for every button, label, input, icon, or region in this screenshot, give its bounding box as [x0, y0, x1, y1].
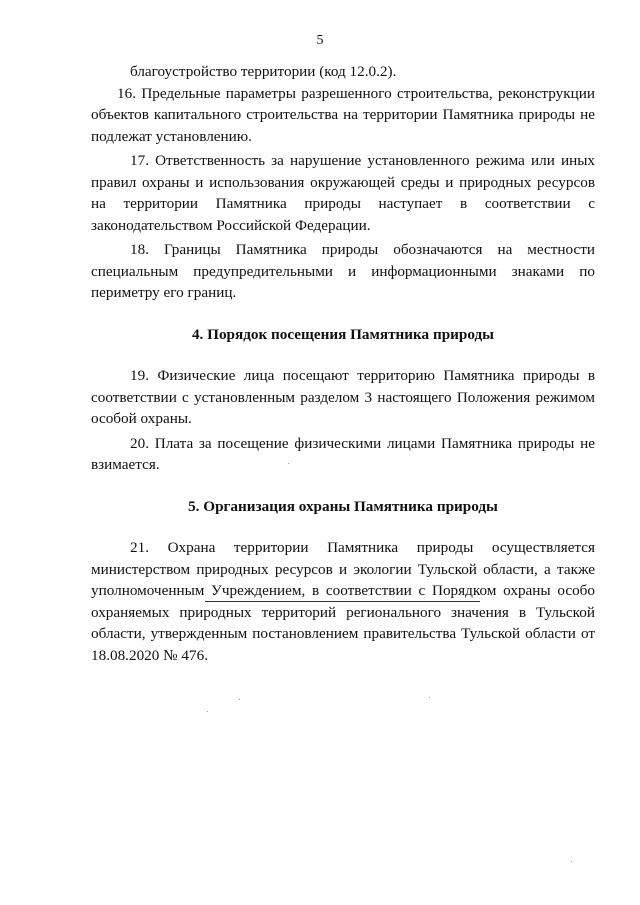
paragraph-16: 16. Предельные параметры разрешенного строительства, реконструкции объектов капитального строительства на территории Памятника природы не подлежат установлению. — [91, 84, 595, 145]
paragraph-21: 21. Охрана территории Памятника природы осуществляется министерством природных ресурсов и экологии Тульской области, а также уполномоченным Учреждением, в соответствии с Порядком охраны особо охраняемых природных территорий регионального значения в Тульской области, утвержденным постановлением правительства Тульской области от 18.08.2020 № 476. — [91, 539, 595, 664]
scan-speck — [207, 711, 208, 712]
section-4-heading: 4. Порядок посещения Памятника природы — [191, 325, 495, 343]
paragraph-17: 17. Ответственность за нарушение установленного режима или иных правил охраны и использования окружающей среды и природных ресурсов на территории Памятника природы наступает в соответствии с законодательством Российской Федерации. — [91, 152, 595, 234]
document-body — [91, 61, 595, 666]
paragraph-19: 19. Физические лица посещают территорию Памятника природы в соответствии с установленным разделом 3 настоящего Положения режимом особой охраны. — [91, 367, 595, 427]
paragraph-continuation: благоустройство территории (код 12.0.2). — [130, 63, 397, 80]
page-number: 5 — [316, 33, 324, 48]
paragraph-18: 18. Границы Памятника природы обозначаются на местности специальным предупредительными и информационными знаками по периметру его границ. — [91, 241, 595, 301]
section-5-heading: 5. Организация охраны Памятника природы — [188, 497, 498, 515]
scan-speck — [239, 699, 240, 700]
scan-speck — [429, 697, 430, 698]
scan-speck — [288, 463, 289, 464]
scan-speck — [571, 861, 572, 862]
end-rule — [205, 601, 480, 602]
paragraph-20: 20. Плата за посещение физическими лицами Памятника природы не взимается. — [91, 434, 595, 473]
